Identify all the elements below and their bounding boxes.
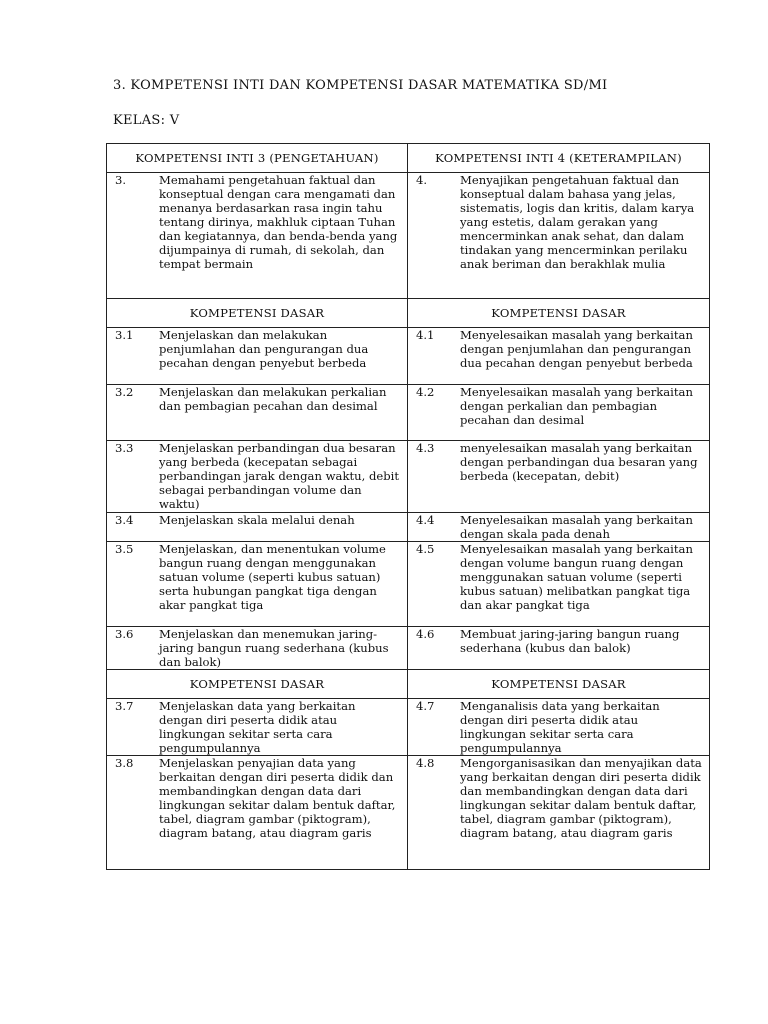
table-row [107,699,710,756]
kd-header-row-2 [107,670,710,699]
kd-number: 4.7 [416,699,435,713]
kd-header-left: KOMPETENSI DASAR [107,670,408,699]
kd-number: 3.1 [115,328,134,342]
kd-cell-3-1 [107,328,408,385]
kd-text: Menjelaskan skala melalui denah [159,513,355,527]
ki3-number: 3. [115,173,127,187]
kd-text: Menyelesaikan masalah yang berkaitan dengan perkalian dan pembagian pecahan dan desimal [460,385,693,427]
table-row [107,542,710,627]
kd-cell-4-8 [408,756,710,870]
table-row [107,328,710,385]
document-title: 3. KOMPETENSI INTI DAN KOMPETENSI DASAR MATEMATIKA SD/MI [113,78,608,93]
kd-number: 3.2 [115,385,134,399]
kd-header-right: KOMPETENSI DASAR [408,670,710,699]
kd-cell-4-5 [408,542,710,627]
table-row [107,385,710,441]
kd-number: 3.8 [115,756,134,770]
ki4-number: 4. [416,173,428,187]
ki4-cell [408,173,710,299]
kd-number: 4.6 [416,627,435,641]
kd-cell-3-5 [107,542,408,627]
kd-cell-4-6 [408,627,710,670]
class-label: KELAS: V [113,113,180,128]
kd-cell-4-7 [408,699,710,756]
table-row [107,756,710,870]
ki-header-row [107,144,710,173]
kd-number: 4.3 [416,441,435,455]
kd-cell-4-1 [408,328,710,385]
ki3-cell [107,173,408,299]
kd-cell-3-3 [107,441,408,513]
kd-cell-3-7 [107,699,408,756]
kd-number: 4.4 [416,513,435,527]
kd-text: Menyelesaikan masalah yang berkaitan dengan skala pada denah [460,513,693,541]
kd-number: 3.7 [115,699,134,713]
kd-cell-4-2 [408,385,710,441]
ki4-text: Menyajikan pengetahuan faktual dan konseptual dalam bahasa yang jelas, sistematis, logis dan kritis, dalam karya yang estetis, dalam gerakan yang mencerminkan anak sehat, dan dalam tindakan yang mencerminkan perilaku anak beriman dan berakhlak mulia [460,173,695,271]
kd-header-row-1 [107,299,710,328]
kd-number: 3.4 [115,513,134,527]
kd-text: Menganalisis data yang berkaitan dengan diri peserta didik atau lingkungan sekitar serta cara pengumpulannya [460,699,660,755]
table-row [107,627,710,670]
ki3-text: Memahami pengetahuan faktual dan konseptual dengan cara mengamati dan menanya berdasarkan rasa ingin tahu tentang dirinya, makhluk ciptaan Tuhan dan kegiatannya, dan benda-benda yang dijumpainya di rumah, di sekolah, dan tempat bermain [159,173,398,271]
kd-text: Menjelaskan data yang berkaitan dengan diri peserta didik atau lingkungan sekitar serta cara pengumpulannya [159,699,356,755]
kd-text: Menyelesaikan masalah yang berkaitan dengan penjumlahan dan pengurangan dua pecahan dengan penyebut berbeda [460,328,693,370]
kd-cell-3-6 [107,627,408,670]
kd-text: Membuat jaring-jaring bangun ruang sederhana (kubus dan balok) [460,627,680,655]
kd-text: Menyelesaikan masalah yang berkaitan dengan volume bangun ruang dengan menggunakan satuan volume (seperti kubus satuan) melibatkan pangkat tiga dan akar pangkat tiga [460,542,693,612]
kd-text: Menjelaskan dan menemukan jaring-jaring bangun ruang sederhana (kubus dan balok) [159,627,389,669]
kd-header-left: KOMPETENSI DASAR [107,299,408,328]
kd-number: 4.1 [416,328,435,342]
kd-text: Mengorganisasikan dan menyajikan data yang berkaitan dengan diri peserta didik dan membandingkan dengan data dari lingkungan sekitar dalam bentuk daftar, tabel, diagram gambar (piktogram), diagram batang, atau diagram garis [460,756,702,840]
kd-number: 3.6 [115,627,134,641]
kd-header-right: KOMPETENSI DASAR [408,299,710,328]
kd-cell-3-8 [107,756,408,870]
kd-cell-4-3 [408,441,710,513]
kd-cell-3-4 [107,513,408,542]
ki-content-row [107,173,710,299]
kd-cell-3-2 [107,385,408,441]
ki4-header: KOMPETENSI INTI 4 (KETERAMPILAN) [408,144,710,173]
competency-table [106,143,710,870]
kd-text: menyelesaikan masalah yang berkaitan dengan perbandingan dua besaran yang berbeda (kecepatan, debit) [460,441,698,483]
kd-text: Menjelaskan dan melakukan perkalian dan pembagian pecahan dan desimal [159,385,387,413]
kd-text: Menjelaskan, dan menentukan volume bangun ruang dengan menggunakan satuan volume (seperti kubus satuan) serta hubungan pangkat tiga dengan akar pangkat tiga [159,542,386,612]
kd-text: Menjelaskan perbandingan dua besaran yang berbeda (kecepatan sebagai perbandingan jarak dengan waktu, debit sebagai perbandingan volume dan waktu) [159,441,400,511]
ki3-header: KOMPETENSI INTI 3 (PENGETAHUAN) [107,144,408,173]
table-row [107,513,710,542]
table-row [107,441,710,513]
kd-number: 4.5 [416,542,435,556]
kd-number: 3.5 [115,542,134,556]
kd-text: Menjelaskan penyajian data yang berkaitan dengan diri peserta didik dan membandingkan dengan data dari lingkungan sekitar dalam bentuk daftar, tabel, diagram gambar (piktogram), diagram batang, atau diagram garis [159,756,396,840]
kd-text: Menjelaskan dan melakukan penjumlahan dan pengurangan dua pecahan dengan penyebut berbeda [159,328,369,370]
kd-cell-4-4 [408,513,710,542]
kd-number: 3.3 [115,441,134,455]
kd-number: 4.2 [416,385,435,399]
kd-number: 4.8 [416,756,435,770]
